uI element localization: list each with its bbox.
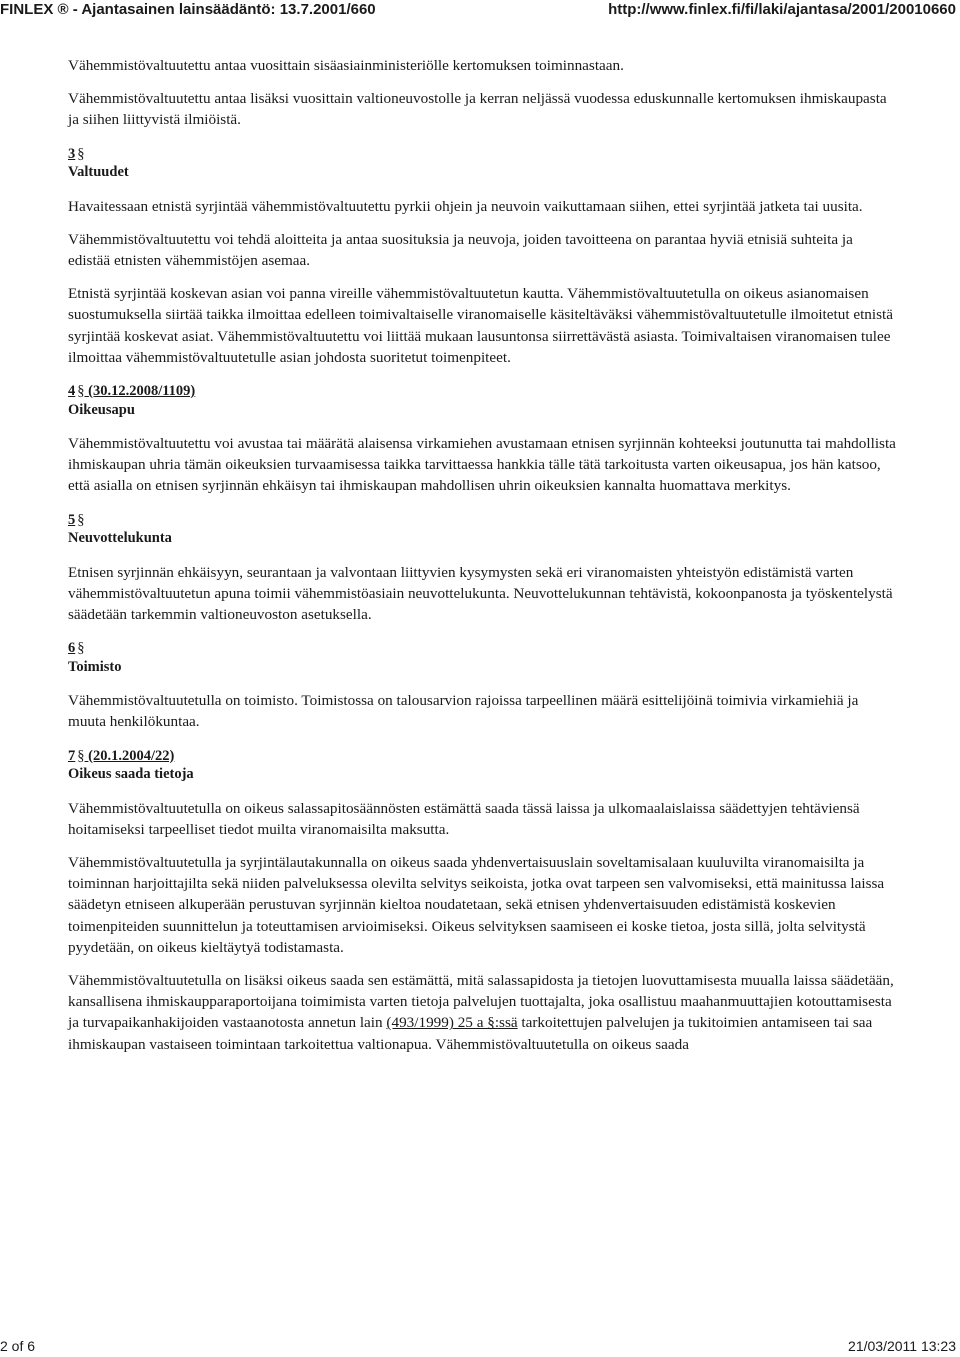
section-7-amendment: (20.1.2004/22) <box>88 747 175 764</box>
section-4-paragraph-1: Vähemmistövaltuutettu voi avustaa tai määrätä alaisensa virkamiehen avustamaan etnisen syrjinnän kohteeksi joutunutta tai mahdollista ihmiskaupan uhria tämän oikeuksien turvaamisessa taikka tarvittaessa hankkia tälle tätä tarkoitusta varten oikeusapua, jos hän katsoo, että asialla on etnisen syrjinnän ehkäisyn tai ihmiskaupan mahdollisen uhrin oikeuksien kannalta huomattava merkitys. <box>68 435 896 495</box>
browser-print-header <box>0 0 960 20</box>
section-3-title: Valtuudet <box>68 164 129 181</box>
section-7-paragraph-3-text-end: tarkoitettujen palvelujen ja tukitoimien antamiseen tai saa ihmiskaupan vastaiseen toimintaan tarkoitettua valtionapua. Vähemmistövaltuutetulla on oikeus saada <box>68 1014 873 1053</box>
section-7-paragraph-2: Vähemmistövaltuutetulla ja syrjintälautakunnalla on oikeus saada yhdenvertaisuuslain soveltamisalaan kuuluvilta viranomaisilta ja toiminnan harjoittajilta sekä niiden palveluksessa olevilta selvitys seikoista, jotka ovat tarpeen sen valvomiseksi, että mainitussa laissa säädetyn etniseen alkuperään perustuvan syrjinnän kieltoa noudatetaan, sekä etnisen yhdenvertaisuuden edistämistä koskevien toimenpiteiden suunnittelun ja toteuttamisen arvioimiseksi. Oikeus selvityksen saamiseen ei koske tietoa, josta sillä, jolta selvitystä pyydetään, on oikeus kieltäytyä todistamasta. <box>68 854 885 956</box>
section-7-paragraph-3-text-start: Vähemmistövaltuutetulla on lisäksi oikeus saada sen estämättä, mitä salassapidosta ja tietojen luovuttamisesta muualla laissa säädetään, kansallisena ihmiskaupparaportoijana toimimista varten tietoja palvelujen tuottajalta, joka osallistuu maahanmuuttajien kotouttamisesta ja turvapaikanhakijoiden vastaanotosta annetun lain <box>68 972 894 1032</box>
section-7-number-link[interactable]: 7 § (20.1.2004/22) <box>68 747 175 764</box>
section-3-paragraph-1: Havaitessaan etnistä syrjintää vähemmistövaltuutettu pyrkii ohjein ja neuvoin vaikuttamaan siihen, ettei syrjintää jatketa tai uusita. <box>68 197 863 215</box>
section-symbol-icon: § <box>77 145 85 162</box>
section-5-heading <box>68 511 898 548</box>
section-6-heading <box>68 639 898 676</box>
section-4-amendment: (30.12.2008/1109) <box>88 383 196 400</box>
section-7-paragraph-1: Vähemmistövaltuutetulla on oikeus salassapitosäännösten estämättä saada tässä laissa ja ulkomaalaislaissa säädettyjen tehtäviensä hoitamiseksi tarpeelliset tiedot muilta viranomaisilta maksutta. <box>68 799 860 838</box>
intro-paragraph-1: Vähemmistövaltuutettu antaa vuosittain sisäasiainministeriölle kertomuksen toiminnastaan. <box>68 57 624 74</box>
section-7-title: Oikeus saada tietoja <box>68 766 194 783</box>
browser-print-footer <box>0 1336 960 1356</box>
section-3-number-link[interactable]: 3 § <box>68 145 85 162</box>
section-6-title: Toimisto <box>68 658 122 675</box>
print-timestamp: 21/03/2011 13:23 <box>848 1338 956 1354</box>
page-header-url: http://www.finlex.fi/fi/laki/ajantasa/2001/20010660 <box>608 1 956 18</box>
intro-paragraph-2: Vähemmistövaltuutettu antaa lisäksi vuosittain valtioneuvostolle ja kerran neljässä vuodessa eduskunnalle kertomuksen ihmiskaupasta ja siihen liittyvistä ilmiöistä. <box>68 90 887 129</box>
section-5-title: Neuvottelukunta <box>68 530 172 547</box>
section-3-paragraph-2: Vähemmistövaltuutettu voi tehdä aloitteita ja antaa suosituksia ja neuvoja, joiden tavoitteena on parantaa hyviä etnisiä suhteita ja edistää etnisten vähemmistöjen asemaa. <box>68 230 853 270</box>
section-4-number-link[interactable]: 4 § (30.12.2008/1109) <box>68 383 196 400</box>
section-4-title: Oikeusapu <box>68 401 135 418</box>
section-symbol-icon: § <box>77 383 85 400</box>
section-symbol-icon: § <box>77 511 85 528</box>
section-7-paragraph-3 <box>68 970 898 1055</box>
section-5-paragraph-1: Etnisen syrjinnän ehkäisyyn, seurantaan ja valvontaan liittyvien kysymysten sekä eri viranomaisten yhteistyön edistämistä varten vähemmistövaltuutetun apuna toimii vähemmistöasiain neuvottelukunta. Neuvottelukunnan tehtävistä, kokoonpanosta ja työskentelystä säädetään tarkemmin valtioneuvoston asetuksella. <box>68 563 893 624</box>
page-counter: 2 of 6 <box>0 1338 36 1354</box>
section-symbol-icon: § <box>77 747 85 764</box>
section-5-number-link[interactable]: 5 § <box>68 511 85 528</box>
section-3-paragraph-3: Etnistä syrjintää koskevan asian voi panna vireille vähemmistövaltuutetun kautta. Vähemmistövaltuutetulla on oikeus asianomaisen suostumuksella siirtää taikka ilmoittaa edelleen toimivaltaiselle viranomaiselle käsiteltäväksi vähemmistövaltuutetulle ilmoitetut etnistä syrjintää koskevat asiat. Vähemmistövaltuutettu voi liittää mukaan lausuntonsa siirrettävästä asiasta. Toimivaltaisen viranomaisen tulee ilmoittaa vähemmistövaltuutetulle asian johdosta suoritetut toimenpiteet. <box>68 285 893 366</box>
page-header-title: FINLEX ® - Ajantasainen lainsäädäntö: 13.7.2001/660 <box>0 1 376 18</box>
section-7-heading <box>68 747 898 784</box>
law-reference-link[interactable]: (493/1999) 25 a §:ssä <box>386 1014 518 1032</box>
section-6-paragraph-1: Vähemmistövaltuutetulla on toimisto. Toimistossa on talousarvion rajoissa tarpeellinen määrä esittelijöinä toimivia virkamiehiä ja muuta henkilökuntaa. <box>68 692 859 731</box>
section-3-heading <box>68 145 898 182</box>
section-4-heading <box>68 382 898 419</box>
law-document-body <box>68 55 898 1067</box>
section-symbol-icon: § <box>77 640 85 657</box>
section-6-number-link[interactable]: 6 § <box>68 640 85 657</box>
